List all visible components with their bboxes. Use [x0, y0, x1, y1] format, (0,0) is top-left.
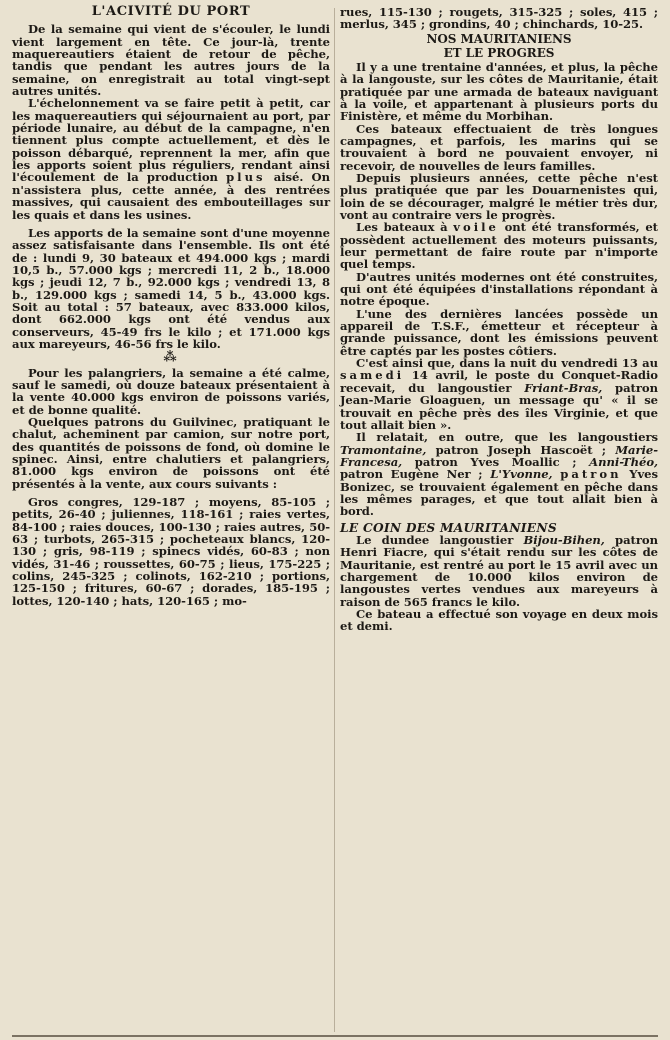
paragraph-weekly-landings: Les apports de la semaine sont d'une moyenne assez satisfaisante dans l'ensemble. Ils ont été de : lundi 9, 30 bateaux et 494.000 kgs ; mardi 10,5 b., 57.000 kgs ; mercredi 11, 2 b., 18.000 kgs ; jeudi 12, 7 b., 92.000 kgs ; vendredi 13, 8 b., 129.000 kgs ; samedi 14, 5 b., 43.000 kgs. Soit au total : 57 bateaux, avec 833.000 kilos, dont 662.000 kgs ont été vendus aux conserveurs, 45-49 frs le kilo ; et 171.000 kgs aux mareyeurs, 46-56 frs le kilo.	[12, 225, 330, 351]
text-run: patron Joseph Hascoët ;	[435, 442, 606, 457]
section-heading-mauritaniens: NOS MAURITANIENS	[426, 31, 572, 46]
boat-name: Bijou-Bihen,	[523, 532, 605, 547]
paragraph-history: Il y a une trentaine d'années, et plus, la pêche à la langouste, sur les côtes de Mauritanie, était pratiquée par une armada de bateaux naviguant à la voile, et appartenant à plusieurs ports du Finistère, et même du Morbihan.	[340, 59, 658, 124]
section-heading-progres: ET LE PROGRES	[443, 46, 555, 61]
paragraph-staggering	[12, 97, 330, 220]
text-run: 14 avril, le poste du Conquet-Radio recevait, du langoustier	[340, 368, 658, 395]
paragraph-monday-lead: De la semaine qui vient de s'écouler, le lundi vient largement en tête. Ce jour-là, trente maquereautiers étaient de retour de pêche, tandis que pendant les autres jours de la semaine, on enregistrait au total vingt-sept autres unités.	[12, 22, 330, 99]
article-title: L'ACIVITÉ DU PORT	[91, 4, 251, 19]
paragraph-other-langoustiers	[340, 431, 658, 517]
asterism-separator: ⁂	[163, 350, 179, 366]
paragraph-price-list: Gros congres, 129-187 ; moyens, 85-105 ; petits, 26-40 ; juliennes, 118-161 ; raies vertes, 84-100 ; raies douces, 100-130 ; raies autres, 50-63 ; turbots, 265-315 ; pocheteaux blancs, 120-130 ; gris, 98-119 ; spinecs vidés, 60-83 ; non vidés, 31-46 ; roussettes, 60-75 ; lieus, 175-225 ; colins, 245-325 ; colinots, 162-210 ; portions, 125-150 ; fritures, 60-67 ; dorades, 185-195 ; lottes, 120-140 ; hats, 120-165 ; mo-	[12, 495, 330, 608]
text-run: L'échelonnement va se faire petit à petit, car les maquereautiers qui séjournaient au port, par période lunaire, au début de la campagne, n'en tiennent plus compte actuellement, et dès le poisson débarqué, reprennent la mer, afin que les apports soient plus réguliers, rendant ainsi l'écoulement de la production	[12, 96, 330, 185]
text-run: patron Jean-Marie Gloaguen, un message qu' « il se trouvait en pêche près des îles Virginie, et que tout allait bien ».	[340, 380, 658, 432]
boat-name: L'Yvonne,	[490, 467, 553, 482]
boat-name: Marie-Francesa,	[340, 442, 658, 469]
text-run-spaced: samedi	[340, 368, 405, 383]
paragraph-bijou-bihen	[340, 534, 658, 608]
paragraph-douarnenistes: Depuis plusieurs années, cette pêche n'est plus pratiquée que par les Douarnenistes qui, loin de se décourager, malgré le métier très dur, vont au contraire vers le progrès.	[340, 170, 658, 222]
text-run: Le dundee langoustier	[356, 532, 514, 547]
text-run-spaced: patron	[560, 467, 622, 482]
text-run-spaced: voile	[453, 220, 499, 235]
text-run: ont été transformés, et possèdent actuellement des moteurs puissants, leur permettant de faire route par n'importe quel temps.	[340, 220, 658, 272]
paragraph-price-list-continued: rues, 115-130 ; rougets, 315-325 ; soles, 415 ; merlus, 345 ; grondins, 40 ; chinchards, 10-25.	[340, 5, 658, 32]
paragraph-voyage-duration: Ce bateau a effectué son voyage en deux mois et demi.	[340, 607, 658, 634]
right-column	[340, 6, 658, 1032]
paragraph-modern-units: D'autres unités modernes ont été construites, qui ont été équipées d'installations répondant à notre époque.	[340, 269, 658, 309]
text-run-spaced: plus	[226, 170, 266, 185]
text-run: aisé. On n'assistera plus, cette année, à des rentrées massives, qui causaient des embouteillages sur les quais et dans les usines.	[12, 170, 330, 222]
paragraph-guilvinec-trawlers: Quelques patrons du Guilvinec, pratiquant le chalut, acheminent par camion, sur notre port, des quantités de poissons de fond, où domine le spinec. Ainsi, entre chalutiers et palangriers, 81.000 kgs environ de poissons ont été présentés à la vente, aux cours suivants :	[12, 415, 330, 491]
left-column	[12, 6, 330, 1032]
column-divider	[334, 8, 335, 1032]
text-run: Yves Bonizec, se trouvaient également en pêche dans les mêmes parages, et que tout allait bien à bord.	[340, 467, 658, 519]
text-run: patron Henri Fiacre, qui s'était rendu sur les côtes de Mauritanie, est rentré au port le 15 avril avec un chargement de 10.000 kilos environ de langoustes vertes vendues aux mareyeurs à raison de 565 francs le kilo.	[340, 532, 658, 609]
boat-name: Anni-Théo,	[589, 454, 658, 469]
text-run: patron Eugène Ner ;	[340, 467, 483, 482]
boat-name: Friant-Bras,	[524, 380, 603, 395]
text-run: Il relatait, en outre, que les langoustiers	[356, 430, 658, 445]
paragraph-radio-message	[340, 357, 658, 431]
text-run: patron Yves Moallic ;	[414, 454, 577, 469]
text-run: Les bateaux à	[356, 220, 448, 235]
text-run: C'est ainsi que, dans la nuit du vendredi 13 au	[356, 356, 658, 371]
paragraph-tsf: L'une des dernières lancées possède un appareil de T.S.F., émetteur et récepteur à grande puissance, dont les émissions peuvent être captés par les postes côtiers.	[340, 306, 658, 358]
paragraph-campaigns: Ces bateaux effectuaient de très longues campagnes, et parfois, les marins qui se trouvaient à bord ne pouvaient envoyer, ni recevoir, de nouvelles de leurs familles.	[340, 121, 658, 173]
bottom-rule	[12, 1035, 658, 1037]
paragraph-sailboats	[340, 221, 658, 270]
paragraph-longliners: Pour les palangriers, la semaine a été calme, sauf le samedi, où douze bateaux présentaient à la vente 40.000 kgs environ de poissons variés, et de bonne qualité.	[12, 365, 330, 417]
section-heading-coin: LE COIN DES MAURITANIENS	[340, 520, 557, 535]
boat-name: Tramontaine,	[340, 442, 427, 457]
